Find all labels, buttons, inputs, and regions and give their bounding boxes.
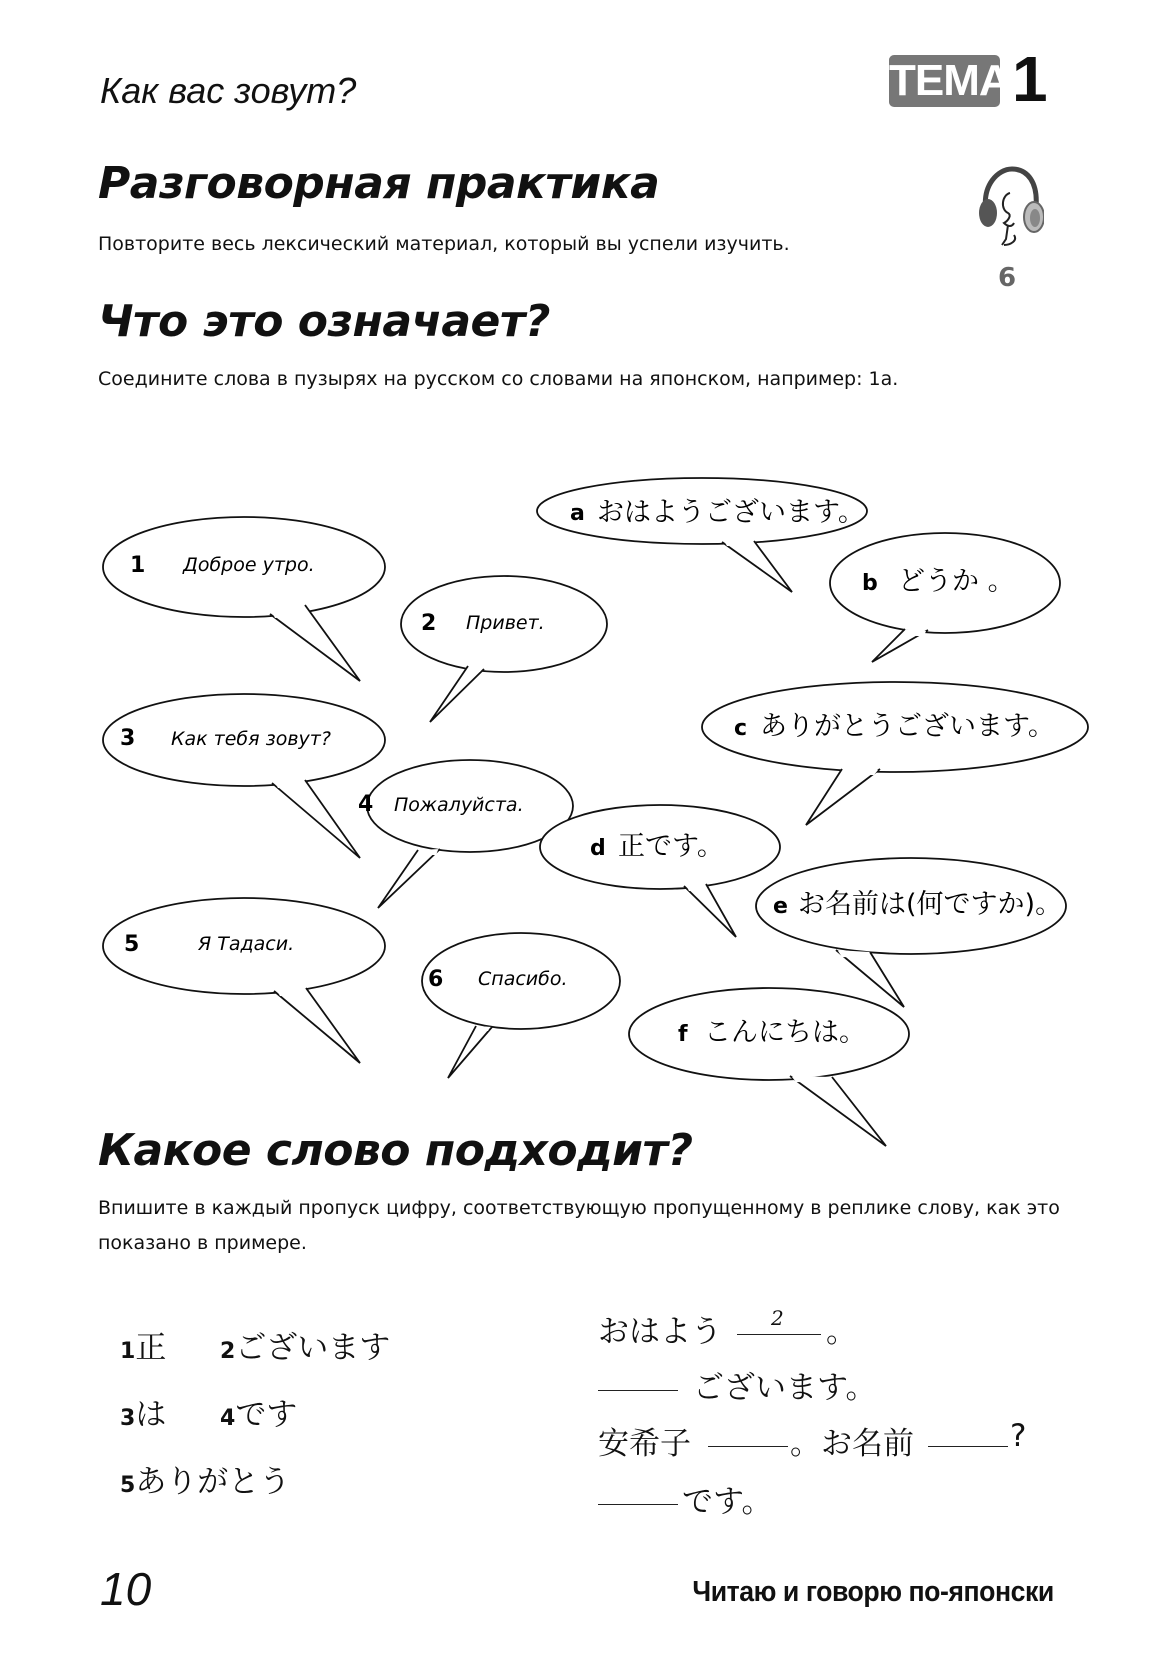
bubble-jp-d-text: 正です。 <box>618 831 724 862</box>
bubble-jp-e-text: お名前は(何ですか)。 <box>798 889 1063 920</box>
bubble-ru-5 <box>103 898 385 1063</box>
bubble-ru-5-label: 5 <box>124 932 140 957</box>
bubble-jp-b-text: どうか 。 <box>898 566 1015 597</box>
matching-instruction: Соедините слова в пузырях на русском со словами на японском, например: 1а. <box>98 368 899 390</box>
page-number: 10 <box>100 1563 152 1615</box>
bubble-jp-f-text: こんにちは。 <box>704 1017 866 1048</box>
dialogue-line-3-mid: 。お名前 <box>790 1426 914 1462</box>
word-bank-item: 3は <box>120 1397 167 1433</box>
bubble-ru-2-text: Привет. <box>466 612 545 634</box>
bubble-ru-6-label: 6 <box>428 967 444 992</box>
answer-blank-1[interactable] <box>737 1304 821 1335</box>
dialogue-line-2-end: ございます。 <box>693 1370 877 1406</box>
bubble-ru-3 <box>103 694 385 858</box>
bubble-jp-b-label: b <box>862 571 878 596</box>
dialogue-line-4-end: です。 <box>682 1484 773 1520</box>
bubble-ru-1-text: Доброе утро. <box>183 554 315 576</box>
bubble-jp-a-text: おはようございます。 <box>597 497 865 528</box>
dialogue-line-1-end: 。 <box>826 1314 857 1350</box>
bubble-ru-4 <box>367 760 573 908</box>
speaking-practice-instruction: Повторите весь лексический материал, который вы успели изучить. <box>98 233 790 255</box>
bubble-jp-c-label: c <box>734 716 748 741</box>
bubble-ru-6-text: Спасибо. <box>478 968 568 990</box>
dialogue-line-3-start: 安希子 <box>598 1426 691 1462</box>
bubble-ru-3-text: Как тебя зовут? <box>171 728 331 750</box>
bubble-jp-f-label: f <box>678 1022 688 1047</box>
bubble-ru-2-label: 2 <box>421 611 437 636</box>
answer-blank-3[interactable] <box>708 1416 788 1447</box>
section-title-what-does-it-mean: Что это означает? <box>98 296 550 347</box>
bubble-jp-a-label: a <box>570 501 585 526</box>
bubble-ru-4-label: 4 <box>358 792 374 817</box>
bubble-jp-a <box>537 478 867 592</box>
tema-badge: ТЕМА <box>889 56 1010 105</box>
bubble-jp-d-label: d <box>590 836 606 861</box>
audio-track-number: 6 <box>998 263 1017 293</box>
bubble-ru-3-label: 3 <box>120 726 136 751</box>
section-title-which-word-fits: Какое слово подходит? <box>98 1125 693 1176</box>
dialogue-line-1-start: おはよう <box>598 1314 722 1350</box>
chapter-title: Как вас зовут? <box>100 70 357 111</box>
word-bank-item: 2ございます <box>220 1330 391 1366</box>
tema-number: 1 <box>1012 43 1048 115</box>
answer-blank-4[interactable] <box>928 1416 1008 1447</box>
bubble-jp-d <box>540 805 780 937</box>
bubble-ru-1-label: 1 <box>130 553 146 578</box>
bubble-jp-c-text: ありがとうございます。 <box>760 711 1055 742</box>
fill-in-instruction-line-1: Впишите в каждый пропуск цифру, соответствующую пропущенному в реплике слову, как это <box>98 1197 1060 1219</box>
bubble-ru-5-text: Я Тадаси. <box>198 933 295 955</box>
answer-blank-5[interactable] <box>598 1474 678 1505</box>
fill-in-instruction-line-2: показано в примере. <box>98 1232 307 1254</box>
answer-blank-2[interactable] <box>598 1360 678 1391</box>
word-bank-item: 4です <box>220 1397 298 1433</box>
bubble-ru-1 <box>103 517 385 681</box>
word-bank-item: 5ありがとう <box>120 1464 291 1500</box>
section-title-speaking-practice: Разговорная практика <box>98 158 660 209</box>
word-bank-item: 1正 <box>120 1330 167 1366</box>
bubble-ru-6 <box>422 933 620 1078</box>
dialogue-line-3-end: ? <box>1010 1418 1027 1454</box>
bubble-jp-e-label: e <box>773 894 788 919</box>
bubble-jp-c <box>702 682 1088 825</box>
bubble-jp-f <box>629 988 909 1146</box>
bubble-jp-b <box>830 533 1060 662</box>
handwritten-answer: 2 <box>771 1306 784 1330</box>
book-title: Читаю и говорю по-японски <box>692 1576 1054 1608</box>
bubble-ru-2 <box>401 576 607 722</box>
bubble-ru-4-text: Пожалуйста. <box>394 794 524 816</box>
bubble-jp-e <box>756 858 1066 1007</box>
